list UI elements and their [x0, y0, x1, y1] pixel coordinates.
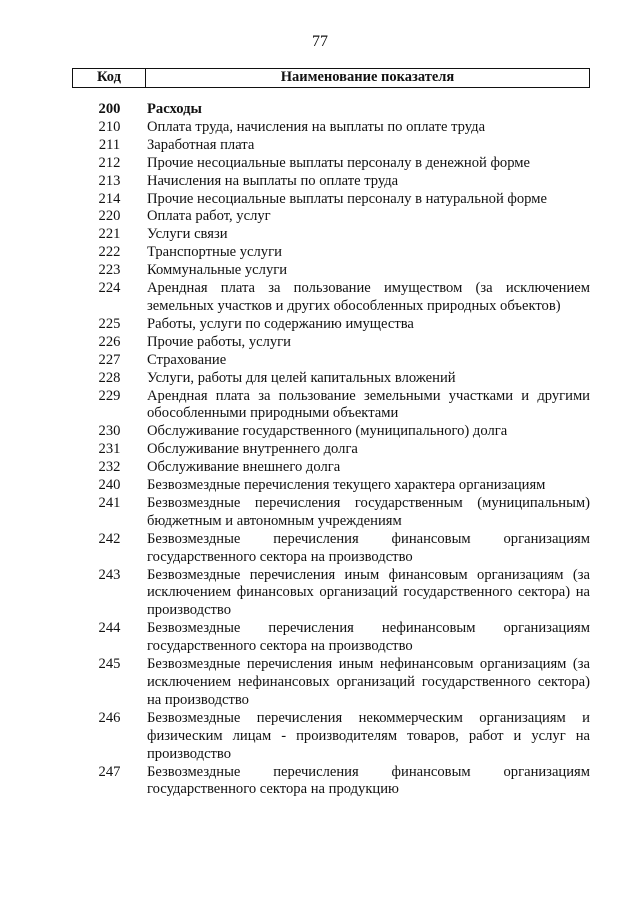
row-code: 213 — [98, 172, 121, 189]
row-code: 241 — [98, 494, 121, 511]
table-row — [72, 441, 590, 459]
table-row — [72, 334, 590, 352]
table-row — [72, 101, 590, 119]
table-row — [72, 352, 590, 370]
row-code: 244 — [98, 620, 121, 637]
row-code: 225 — [98, 315, 121, 332]
row-code: 245 — [98, 656, 121, 673]
row-code: 200 — [98, 101, 121, 117]
table-row — [72, 423, 590, 441]
row-name: Оплата труда, начисления на выплаты по оплате труда — [147, 118, 486, 135]
row-name: Услуги связи — [147, 226, 228, 243]
table-row — [72, 262, 590, 280]
row-name: Начисления на выплаты по оплате труда — [147, 172, 399, 189]
row-code: 242 — [98, 530, 121, 547]
table-row — [72, 119, 590, 137]
row-code: 246 — [98, 709, 121, 726]
row-code: 247 — [98, 763, 121, 780]
row-code: 221 — [98, 226, 121, 243]
table-row — [72, 226, 590, 244]
row-name: Работы, услуги по содержанию имущества — [147, 315, 414, 332]
row-code: 212 — [98, 154, 121, 171]
table-row — [72, 155, 590, 173]
table-row — [72, 370, 590, 388]
row-name: Прочие несоциальные выплаты персоналу в натуральной форме — [147, 190, 547, 207]
row-name: Безвозмездные перечисления текущего характера организациям — [147, 477, 546, 494]
row-name: Безвозмездные перечисления финансовым организациям государственного сектора на продукцию — [147, 763, 590, 798]
row-name: Обслуживание государственного (муниципального) долга — [147, 423, 508, 440]
table-row — [72, 495, 590, 531]
table-row — [72, 477, 590, 495]
row-code: 227 — [98, 351, 121, 368]
page-number: 77 — [312, 33, 328, 50]
row-name: Услуги, работы для целей капитальных вложений — [147, 369, 456, 386]
row-name: Коммунальные услуги — [147, 262, 288, 279]
row-code: 224 — [98, 280, 121, 297]
row-name: Безвозмездные перечисления финансовым организациям государственного сектора на производство — [147, 530, 590, 565]
table-row — [72, 173, 590, 191]
table-row — [72, 208, 590, 226]
table-row — [72, 531, 590, 567]
table-row — [72, 137, 590, 155]
row-code: 231 — [98, 441, 121, 458]
header-code: Код — [73, 69, 146, 87]
row-code: 228 — [98, 369, 121, 386]
table-row — [72, 656, 590, 710]
row-code: 210 — [98, 118, 121, 135]
row-name: Безвозмездные перечисления государственным (муниципальным) бюджетным и автономным учреждениям — [147, 494, 590, 529]
table-header — [72, 68, 590, 88]
table-row — [72, 316, 590, 334]
table-row — [72, 620, 590, 656]
table-row — [72, 710, 590, 764]
row-name: Обслуживание внешнего долга — [147, 459, 341, 476]
row-name: Транспортные услуги — [147, 244, 282, 261]
row-name: Арендная плата за пользование имуществом (за исключением земельных участков и других обособленных природных объектов) — [147, 280, 590, 314]
row-code: 226 — [98, 333, 121, 350]
row-code: 211 — [98, 136, 121, 153]
row-name: Прочие работы, услуги — [147, 333, 291, 350]
row-name: Арендная плата за пользование земельными участками и другими обособленными природными объектами — [147, 387, 590, 422]
row-name: Заработная плата — [147, 136, 255, 153]
row-code: 232 — [98, 459, 121, 476]
row-name: Безвозмездные перечисления некоммерческим организациям и физическим лицам - производителям товаров, работ и услуг на производство — [147, 709, 590, 762]
row-code: 240 — [98, 477, 121, 494]
table-row — [72, 764, 590, 800]
row-name: Расходы — [147, 101, 202, 117]
row-name: Страхование — [147, 351, 227, 368]
row-name: Безвозмездные перечисления иным нефинансовым организациям (за исключением нефинансовых организаций государственного сектора) на производство — [147, 656, 590, 708]
row-name: Безвозмездные перечисления иным финансовым организациям (за исключением финансовых организаций государственного сектора) на производство — [147, 566, 590, 619]
row-code: 214 — [98, 190, 121, 207]
row-name: Обслуживание внутреннего долга — [147, 441, 358, 458]
table-row — [72, 567, 590, 621]
header-name: Наименование показателя — [280, 69, 455, 85]
table-row — [72, 459, 590, 477]
row-name: Прочие несоциальные выплаты персоналу в денежной форме — [147, 154, 531, 171]
table-row — [72, 244, 590, 262]
row-code: 220 — [98, 208, 121, 225]
table-row — [72, 191, 590, 209]
indicator-list — [72, 101, 590, 799]
table-row — [72, 280, 590, 316]
row-code: 229 — [98, 387, 121, 404]
row-code: 223 — [98, 262, 121, 279]
row-name: Оплата работ, услуг — [147, 208, 271, 225]
row-name: Безвозмездные перечисления нефинансовым организациям государственного сектора на производство — [147, 620, 590, 655]
row-code: 222 — [98, 244, 121, 261]
row-code: 230 — [98, 423, 121, 440]
row-code: 243 — [98, 566, 121, 583]
table-row — [72, 388, 590, 424]
